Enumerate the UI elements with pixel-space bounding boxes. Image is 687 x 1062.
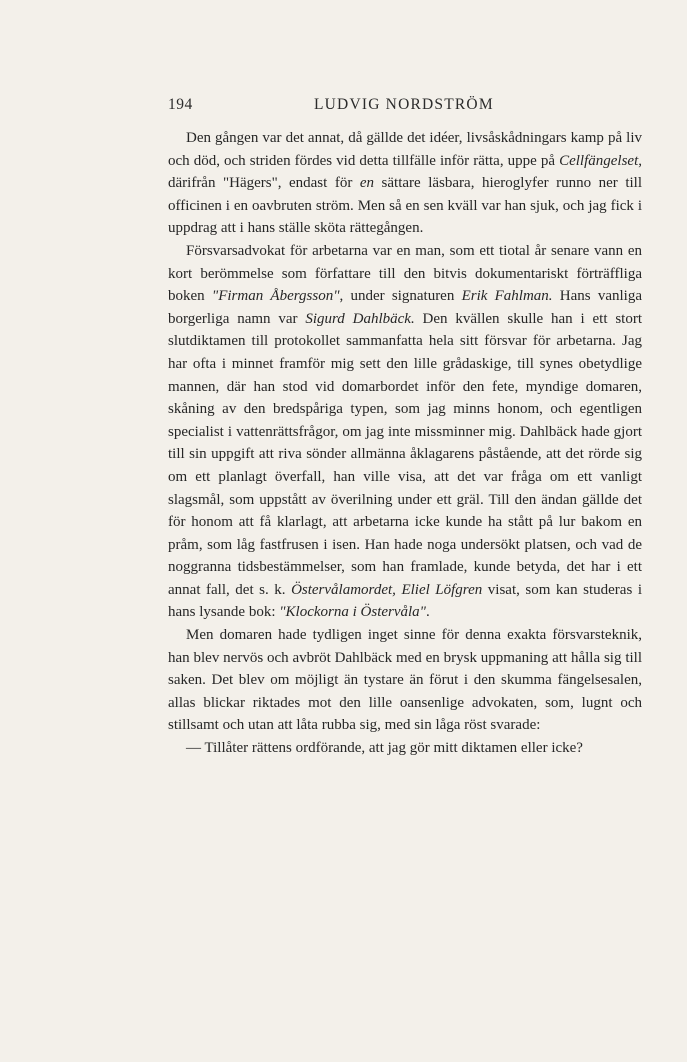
paragraph — [168, 737, 642, 760]
text-segment: visat, som kan studeras i hans lysande bok: — [168, 581, 642, 621]
body-text — [168, 127, 642, 760]
italic-text-segment: Cellfängelset — [559, 152, 639, 169]
paragraph — [168, 127, 642, 240]
text-segment: Hans vanliga borgerliga namn var — [168, 288, 642, 327]
italic-text-segment: "Klockorna i Östervåla" — [279, 604, 426, 621]
italic-text-segment: en — [359, 175, 375, 192]
running-head: LUDVIG NORDSTRÖM — [314, 96, 494, 113]
text-segment: — Tillåter rättens ordförande, att jag gör mitt diktamen eller icke? — [186, 740, 583, 757]
text-segment: , därifrån "Hägers", endast för — [168, 152, 642, 192]
page-header — [168, 96, 642, 120]
paragraph — [168, 624, 642, 737]
text-segment: . — [425, 604, 430, 621]
text-segment: sättare läsbara, hieroglyfer runno ner till officinen i en oavbruten ström. Men så en sen kväll var han sjuk, och jag fick i uppdrag att i hans ställe sköta rättegången. — [168, 175, 642, 237]
italic-text-segment: Sigurd Dahlbäck. — [305, 310, 415, 327]
text-segment: Den kvällen skulle han i ett stort slutdiktamen till protokollet sammanfatta hela sitt försvar för arbetarna. Jag har ofta i minnet framför mig sett den lille grådaskige, till synes obetydlige mannen, där han stod vid domarbordet inför den fete, myndige domaren, skåning av den bredspåriga typen, som jag minns honom, och egentligen specialist i vattenrättsfrågor, om jag inte missminner mig. Dahlbäck hade gjort till sin uppgift att riva sönder allmänna åklagarens påstående, att det rörde sig om ett planlagt överfall, han ville visa, att det var fråga om ett vanligt slagsmål, som uppstått av överilning under ett gräl. Till den ändan gällde det för honom att få klarlagt, att arbetarna icke kunde ha stått på lur bakom en pråm, som låg fastfrusen i isen. Han hade noga undersökt platsen, och vad de noggranna tidsbestämmelser, som han framlade, kunde betyda, det har i ett annat fall, det s. k. — [168, 310, 643, 598]
text-segment: Försvarsadvokat för arbetarna var en man, som ett tiotal år senare vann en kort berömmelse som författare till den bitvis dokumentariskt förträffliga boken — [168, 242, 642, 305]
page-number: 194 — [168, 96, 193, 113]
italic-text-segment: "Firman Åbergsson" — [211, 288, 340, 305]
italic-text-segment: Östervålamordet, Eliel Löfgren — [291, 581, 483, 598]
text-segment: , under signaturen — [339, 288, 462, 305]
paragraph — [168, 240, 642, 624]
italic-text-segment: Erik Fahlman. — [461, 288, 553, 305]
text-segment: Den gången var det annat, då gällde det idéer, livsåskådningars kamp på liv och död, och striden fördes vid detta tillfälle inför rätta, uppe på — [168, 130, 642, 169]
text-segment: Men domaren hade tydligen inget sinne för denna exakta försvarsteknik, han blev nervös och avbröt Dahlbäck med en brysk uppmaning att hålla sig till saken. Det blev om möjligt än tystare än förut i den skumma fängelsesalen, allas blickar riktades mot den lille oansenlige advokaten, som, lugnt och stillsamt och utan att låta rubba sig, med sin låga röst svarade: — [168, 627, 642, 734]
